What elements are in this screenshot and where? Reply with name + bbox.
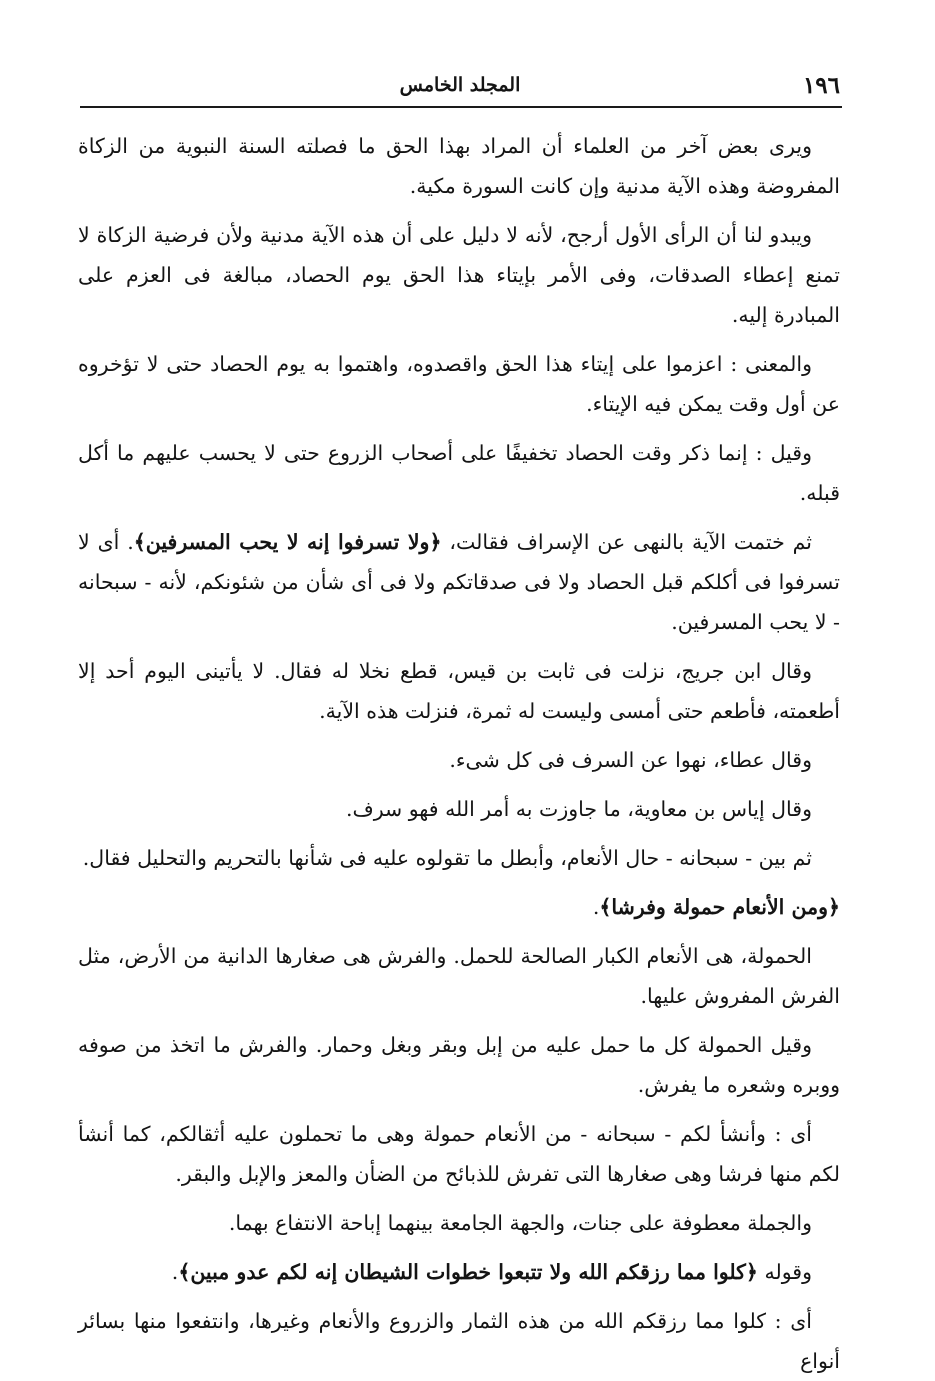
paragraph-text: . أى لا تسرفوا فى أكلكم قبل الحصاد ولا فى صدقاتكم ولا فى أى شأن من شئونكم، لأنه - سبحانه - لا يحب المسرفين. xyxy=(78,530,840,634)
paragraph xyxy=(78,651,840,731)
paragraph-text: أى : وأنشأ لكم - سبحانه - من الأنعام حمولة وهى ما تحملون عليه أثقالكم، كما أنشأ لكم منها فرشا وهى صغارها التى تفرش للذبائح من الضأن والمعز والإبل والبقر. xyxy=(78,1122,840,1186)
body-text xyxy=(78,126,840,1373)
paragraph-text: . xyxy=(171,1260,179,1284)
paragraph xyxy=(78,789,840,829)
paragraph xyxy=(78,522,840,642)
paragraph-text: وقال ابن جريج، نزلت فى ثابت بن قيس، قطع نخلا له فقال. لا يأتينى اليوم أحد إلا أطعمته، فأطعم حتى أمسى وليست له ثمرة، فنزلت هذه الآية. xyxy=(78,659,840,723)
paragraph-text: والجملة معطوفة على جنات، والجهة الجامعة بينهما إباحة الانتفاع بهما. xyxy=(228,1211,812,1235)
paragraph xyxy=(78,1252,840,1292)
paragraph xyxy=(78,433,840,513)
paragraph xyxy=(78,1301,840,1381)
paragraph-text: . xyxy=(592,895,600,919)
quran-verse: ﴿ولا تسرفوا إنه لا يحب المسرفين﴾ xyxy=(133,530,442,554)
paragraph xyxy=(78,126,840,206)
paragraph-text: ويرى بعض آخر من العلماء أن المراد بهذا الحق ما فصلته السنة النبوية من الزكاة المفروضة وهذه الآية مدنية وإن كانت السورة مكية. xyxy=(78,134,840,198)
paragraph-text: وقيل : إنما ذكر وقت الحصاد تخفيفًا على أصحاب الزروع حتى لا يحسب عليهم ما أكل قبله. xyxy=(78,441,840,505)
paragraph xyxy=(78,344,840,424)
paragraph xyxy=(78,936,840,1016)
paragraph-text: ويبدو لنا أن الرأى الأول أرجح، لأنه لا دليل على أن هذه الآية مدنية ولأن فرضية الزكاة لا تمنع إعطاء الصدقات، وفى الأمر بإيتاء هذا الحق يوم الحصاد، مبالغة فى العزم على المبادرة إليه. xyxy=(78,223,840,327)
paragraph xyxy=(78,1203,840,1243)
paragraph xyxy=(78,1114,840,1194)
paragraph-text: وقوله xyxy=(757,1260,812,1284)
page-number: ١٩٦ xyxy=(802,72,840,99)
running-head: المجلد الخامس xyxy=(399,74,521,96)
quran-verse: ﴿ومن الأنعام حمولة وفرشا﴾ xyxy=(599,895,840,919)
paragraph xyxy=(78,838,840,878)
page-header xyxy=(80,72,840,102)
paragraph-text: وقيل الحمولة كل ما حمل عليه من إبل وبقر وبغل وحمار. والفرش ما اتخذ من صوفه ووبره وشعره ما يفرش. xyxy=(78,1033,840,1097)
paragraph-text: ثم بين - سبحانه - حال الأنعام، وأبطل ما تقولوه عليه فى شأنها بالتحريم والتحليل فقال. xyxy=(82,846,812,870)
paragraph xyxy=(78,740,840,780)
paragraph-text: والمعنى : اعزموا على إيتاء هذا الحق واقصدوه، واهتموا به يوم الحصاد حتى لا تؤخروه عن أول وقت يمكن فيه الإيتاء. xyxy=(78,352,840,416)
paragraph-text: الحمولة، هى الأنعام الكبار الصالحة للحمل. والفرش هى صغارها الدانية من الأرض، مثل الفرش المفروش عليها. xyxy=(78,944,840,1008)
header-rule xyxy=(80,106,842,108)
quran-verse: ﴿كلوا مما رزقكم الله ولا تتبعوا خطوات الشيطان إنه لكم عدو مبين﴾ xyxy=(178,1260,758,1284)
paragraph xyxy=(78,887,840,927)
paragraph-text: وقال إياس بن معاوية، ما جاوزت به أمر الله فهو سرف. xyxy=(345,797,812,821)
paragraph-text: وقال عطاء، نهوا عن السرف فى كل شىء. xyxy=(449,748,812,772)
paragraph-text: أى : كلوا مما رزقكم الله من هذه الثمار والزروع والأنعام وغيرها، وانتفعوا منها بسائر أنواع xyxy=(78,1309,840,1373)
paragraph-text: ثم ختمت الآية بالنهى عن الإسراف فقالت، xyxy=(441,530,813,554)
paragraph xyxy=(78,1025,840,1105)
paragraph xyxy=(78,215,840,335)
